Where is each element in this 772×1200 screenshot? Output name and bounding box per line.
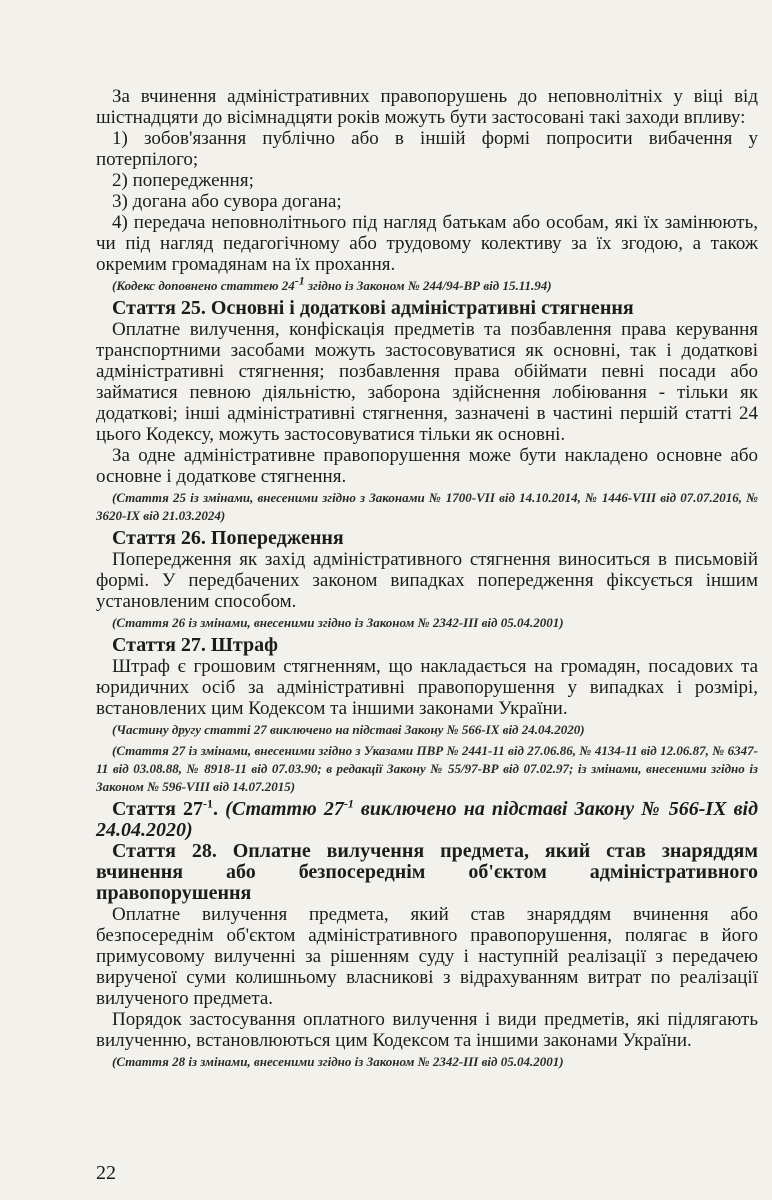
article-28-paragraph-1: Оплатне вилучення предмета, який став знаряддям вчинення або безпосереднім об'єктом адміністративного правопорушення, полягає в його примусовому вилученні за рішенням суду і наступній реалізації з передачею вирученої суми колишньому власникові з відрахуванням витрат по реалізації вилученого предмета.: [96, 904, 758, 1009]
amendment-note: [96, 273, 758, 295]
article-25-heading: Стаття 25. Основні і додаткові адміністративні стягнення: [112, 297, 634, 319]
article-25-paragraph-2: За одне адміністративне правопорушення може бути накладено основне або основне і додаткове стягнення.: [96, 445, 758, 487]
article-27-paragraph-1: Штраф є грошовим стягненням, що накладається на громадян, посадових та юридичних осіб за адміністративні правопорушення у випадках і розмірі, встановлених цим Кодексом та іншими законами України.: [96, 656, 758, 719]
list-item: 2) попередження;: [112, 170, 254, 191]
list-item: 3) догана або сувора догана;: [112, 191, 342, 212]
article-27-1-heading: [96, 796, 759, 841]
heading-text: .: [213, 798, 226, 820]
article-26-note: (Стаття 26 із змінами, внесеними згідно із Законом № 2342-III від 05.04.2001): [112, 615, 564, 630]
article-27-note-1: (Частину другу статті 27 виключено на підставі Закону № 566-IX від 24.04.2020): [112, 722, 585, 737]
heading-italic-superscript: -1: [343, 796, 354, 811]
article-25-note: (Стаття 25 із змінами, внесеними згідно з Законами № 1700-VII від 14.10.2014, № 1446-VIII від 07.07.2016, № 3620-IX від 21.03.2024): [96, 490, 758, 523]
article-26-heading: Стаття 26. Попередження: [112, 527, 344, 549]
heading-superscript: -1: [203, 796, 214, 811]
note-text: згідно із Законом № 244/94-ВР від 15.11.94): [304, 278, 552, 293]
list-item: 4) передача неповнолітнього під нагляд батькам або особам, які їх замінюють, чи під нагляд педагогічному або трудовому колективу за їх згодою, а також окремим громадянам на їх прохання.: [96, 212, 758, 275]
note-superscript: -1: [294, 273, 305, 288]
heading-italic-text: виключено на підставі Закону № 566-IX від 24.04.2020): [96, 798, 759, 841]
list-item: 1) зобов'язання публічно або в іншій формі попросити вибачення у потерпілого;: [96, 128, 758, 170]
intro-paragraph: За вчинення адміністративних правопорушень до неповнолітніх у віці від шістнадцяти до вісімнадцяти років можуть бути застосовані такі заходи впливу:: [96, 86, 758, 128]
article-28-paragraph-2: Порядок застосування оплатного вилучення і види предметів, які підлягають вилученню, встановлюються цим Кодексом та іншими законами України.: [96, 1009, 758, 1051]
article-27-heading: Стаття 27. Штраф: [112, 634, 278, 656]
heading-text: Стаття 27: [112, 798, 204, 820]
article-27-note-2: (Стаття 27 із змінами, внесеними згідно з Указами ПВР № 2441-11 від 27.06.86, № 4134-11 від 12.06.87, № 6347-11 від 03.08.88, № 8918-11 від 07.03.90; в редакції Закону № 55/97-ВР від 07.02.97; із змінами, внесеними згідно із Законом № 596-VIII від 14.07.2015): [96, 743, 758, 794]
article-28-note: (Стаття 28 із змінами, внесеними згідно із Законом № 2342-III від 05.04.2001): [112, 1054, 564, 1069]
article-26-paragraph-1: Попередження як захід адміністративного стягнення виноситься в письмовій формі. У передбачених законом випадках попередження фіксується іншим установленим способом.: [96, 549, 758, 612]
heading-italic-text: (Статтю 27: [225, 798, 344, 820]
document-body: [96, 86, 758, 1071]
article-25-paragraph-1: Оплатне вилучення, конфіскація предметів та позбавлення права керування транспортними засобами можуть застосовуватися як основні, так і додаткові адміністративні стягнення; позбавлення права обіймати певні посади або займатися певною діяльністю, заборона здійснення лобіювання - тільки як додаткові; інші адміністративні стягнення, зазначені в частині першій статті 24 цього Кодексу, можуть застосовуватися тільки як основні.: [96, 319, 758, 445]
note-text: (Кодекс доповнено статтею 24: [112, 278, 295, 293]
article-28-heading: Стаття 28. Оплатне вилучення предмета, який став знаряддям вчинення або безпосереднім об'єктом адміністративного правопорушення: [96, 840, 758, 904]
page-number: 22: [96, 1162, 116, 1184]
